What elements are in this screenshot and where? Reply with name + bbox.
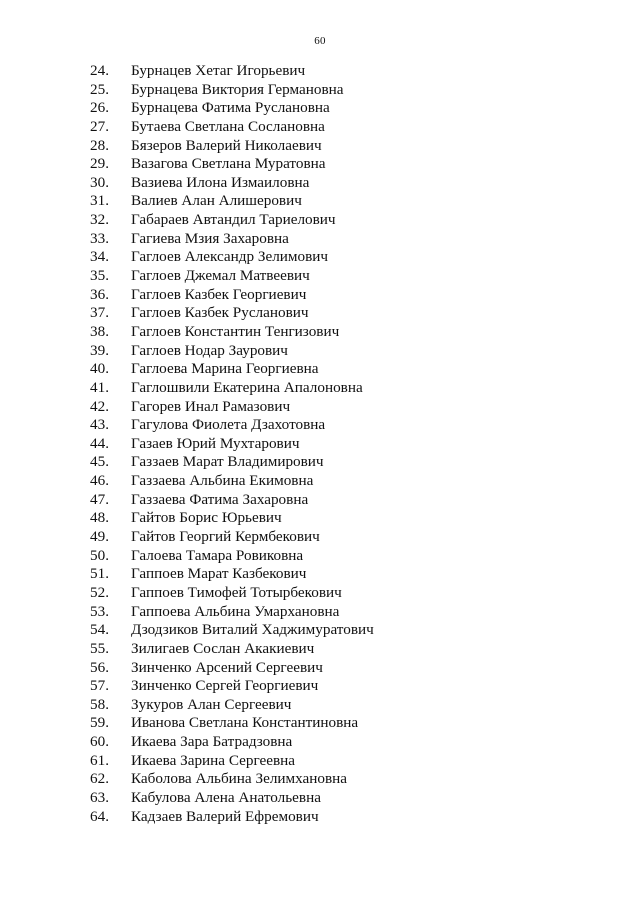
- item-number: 63.: [90, 788, 109, 806]
- list-item: [0, 603, 640, 622]
- item-number: 45.: [90, 453, 109, 471]
- list-item: [0, 491, 640, 510]
- item-number: 50.: [90, 546, 109, 564]
- list-item: [0, 733, 640, 752]
- item-name: Кадзаев Валерий Ефремович: [131, 807, 319, 825]
- item-number: 39.: [90, 341, 109, 359]
- list-item: [0, 323, 640, 342]
- item-number: 46.: [90, 472, 109, 490]
- list-item: [0, 304, 640, 323]
- item-name: Гаглоев Казбек Георгиевич: [131, 285, 307, 303]
- list-item: [0, 453, 640, 472]
- item-number: 27.: [90, 117, 109, 135]
- list-item: [0, 659, 640, 678]
- item-number: 37.: [90, 304, 109, 322]
- item-name: Дзодзиков Виталий Хаджимуратович: [131, 621, 374, 639]
- item-number: 32.: [90, 211, 109, 229]
- item-number: 47.: [90, 490, 109, 508]
- item-name: Гайтов Борис Юрьевич: [131, 509, 282, 527]
- item-number: 49.: [90, 528, 109, 546]
- item-name: Габараев Автандил Тариелович: [131, 211, 336, 229]
- list-item: [0, 472, 640, 491]
- item-name: Икаева Зара Батрадзовна: [131, 733, 293, 751]
- item-number: 62.: [90, 770, 109, 788]
- list-item: [0, 808, 640, 827]
- list-item: [0, 547, 640, 566]
- list-item: [0, 584, 640, 603]
- item-number: 57.: [90, 677, 109, 695]
- list-item: [0, 155, 640, 174]
- list-item: [0, 379, 640, 398]
- list-item: [0, 342, 640, 361]
- name-list: [0, 62, 640, 826]
- item-name: Гаппоева Альбина Умархановна: [131, 602, 340, 620]
- item-number: 38.: [90, 322, 109, 340]
- item-name: Гагиева Мзия Захаровна: [131, 229, 289, 247]
- item-number: 31.: [90, 192, 109, 210]
- item-number: 59.: [90, 714, 109, 732]
- item-number: 35.: [90, 267, 109, 285]
- item-name: Гаглоев Александр Зелимович: [131, 248, 329, 266]
- item-name: Гаглоев Казбек Русланович: [131, 304, 309, 322]
- item-name: Икаева Зарина Сергеевна: [131, 751, 296, 769]
- list-item: [0, 174, 640, 193]
- list-item: [0, 286, 640, 305]
- list-item: [0, 509, 640, 528]
- list-item: [0, 416, 640, 435]
- list-item: [0, 81, 640, 100]
- item-name: Зинченко Сергей Георгиевич: [131, 677, 319, 695]
- item-number: 41.: [90, 378, 109, 396]
- item-name: Гагорев Инал Рамазович: [131, 397, 291, 415]
- item-number: 28.: [90, 136, 109, 154]
- list-item: [0, 211, 640, 230]
- list-item: [0, 192, 640, 211]
- item-name: Кабулова Алена Анатольевна: [131, 788, 321, 806]
- list-item: [0, 398, 640, 417]
- item-number: 33.: [90, 229, 109, 247]
- item-number: 60.: [90, 733, 109, 751]
- list-item: [0, 789, 640, 808]
- item-number: 56.: [90, 658, 109, 676]
- item-name: Гаглоева Марина Георгиевна: [131, 360, 319, 378]
- list-item: [0, 118, 640, 137]
- item-number: 29.: [90, 155, 109, 173]
- item-number: 34.: [90, 248, 109, 266]
- item-number: 51.: [90, 565, 109, 583]
- item-name: Зинченко Арсений Сергеевич: [131, 658, 323, 676]
- item-number: 42.: [90, 397, 109, 415]
- list-item: [0, 62, 640, 81]
- item-number: 48.: [90, 509, 109, 527]
- list-item: [0, 99, 640, 118]
- item-name: Бурнацев Хетаг Игорьевич: [131, 62, 306, 79]
- item-number: 58.: [90, 695, 109, 713]
- item-name: Зукуров Алан Сергеевич: [131, 695, 292, 713]
- item-number: 52.: [90, 583, 109, 601]
- list-item: [0, 770, 640, 789]
- item-name: Гаглошвили Екатерина Апалоновна: [131, 378, 363, 396]
- item-name: Каболова Альбина Зелимхановна: [131, 770, 348, 788]
- item-name: Газзаева Фатима Захаровна: [131, 490, 309, 508]
- item-name: Гаглоев Нодар Заурович: [131, 341, 288, 359]
- item-name: Гагулова Фиолета Дзахотовна: [131, 416, 326, 434]
- item-name: Гаппоев Тимофей Тотырбекович: [131, 583, 342, 601]
- item-number: 55.: [90, 639, 109, 657]
- list-item: [0, 137, 640, 156]
- item-number: 44.: [90, 434, 109, 452]
- list-item: [0, 696, 640, 715]
- list-item: [0, 360, 640, 379]
- item-name: Гаглоев Джемал Матвеевич: [131, 267, 310, 285]
- item-number: 43.: [90, 416, 109, 434]
- item-name: Гаппоев Марат Казбекович: [131, 565, 307, 583]
- page-number: 60: [314, 35, 326, 47]
- list-item: [0, 230, 640, 249]
- list-item: [0, 435, 640, 454]
- item-number: 25.: [90, 80, 109, 98]
- list-item: [0, 248, 640, 267]
- item-number: 54.: [90, 621, 109, 639]
- list-item: [0, 677, 640, 696]
- item-name: Галоева Тамара Ровиковна: [131, 546, 304, 564]
- item-name: Газзаев Марат Владимирович: [131, 453, 324, 471]
- item-name: Вазагова Светлана Муратовна: [131, 155, 326, 173]
- item-name: Валиев Алан Алишерович: [131, 192, 302, 210]
- list-item: [0, 267, 640, 286]
- list-item: [0, 621, 640, 640]
- item-number: 61.: [90, 751, 109, 769]
- item-number: 40.: [90, 360, 109, 378]
- item-number: 24.: [90, 62, 109, 79]
- item-name: Бурнацева Фатима Руслановна: [131, 99, 330, 117]
- item-name: Газаев Юрий Мухтарович: [131, 434, 300, 452]
- item-name: Зилигаев Сослан Акакиевич: [131, 639, 315, 657]
- list-item: [0, 640, 640, 659]
- item-number: 36.: [90, 285, 109, 303]
- list-item: [0, 714, 640, 733]
- item-name: Вазиева Илона Измаиловна: [131, 173, 310, 191]
- list-item: [0, 752, 640, 771]
- list-item: [0, 565, 640, 584]
- item-name: Бурнацева Виктория Германовна: [131, 80, 344, 98]
- item-number: 26.: [90, 99, 109, 117]
- item-name: Гайтов Георгий Кермбекович: [131, 528, 320, 546]
- list-item: [0, 528, 640, 547]
- item-number: 30.: [90, 173, 109, 191]
- item-name: Бязеров Валерий Николаевич: [131, 136, 322, 154]
- item-name: Бутаева Светлана Сослановна: [131, 117, 325, 135]
- item-name: Гаглоев Константин Тенгизович: [131, 322, 340, 340]
- item-number: 64.: [90, 807, 109, 825]
- item-name: Газзаева Альбина Екимовна: [131, 472, 314, 490]
- item-name: Иванова Светлана Константиновна: [131, 714, 359, 732]
- item-number: 53.: [90, 602, 109, 620]
